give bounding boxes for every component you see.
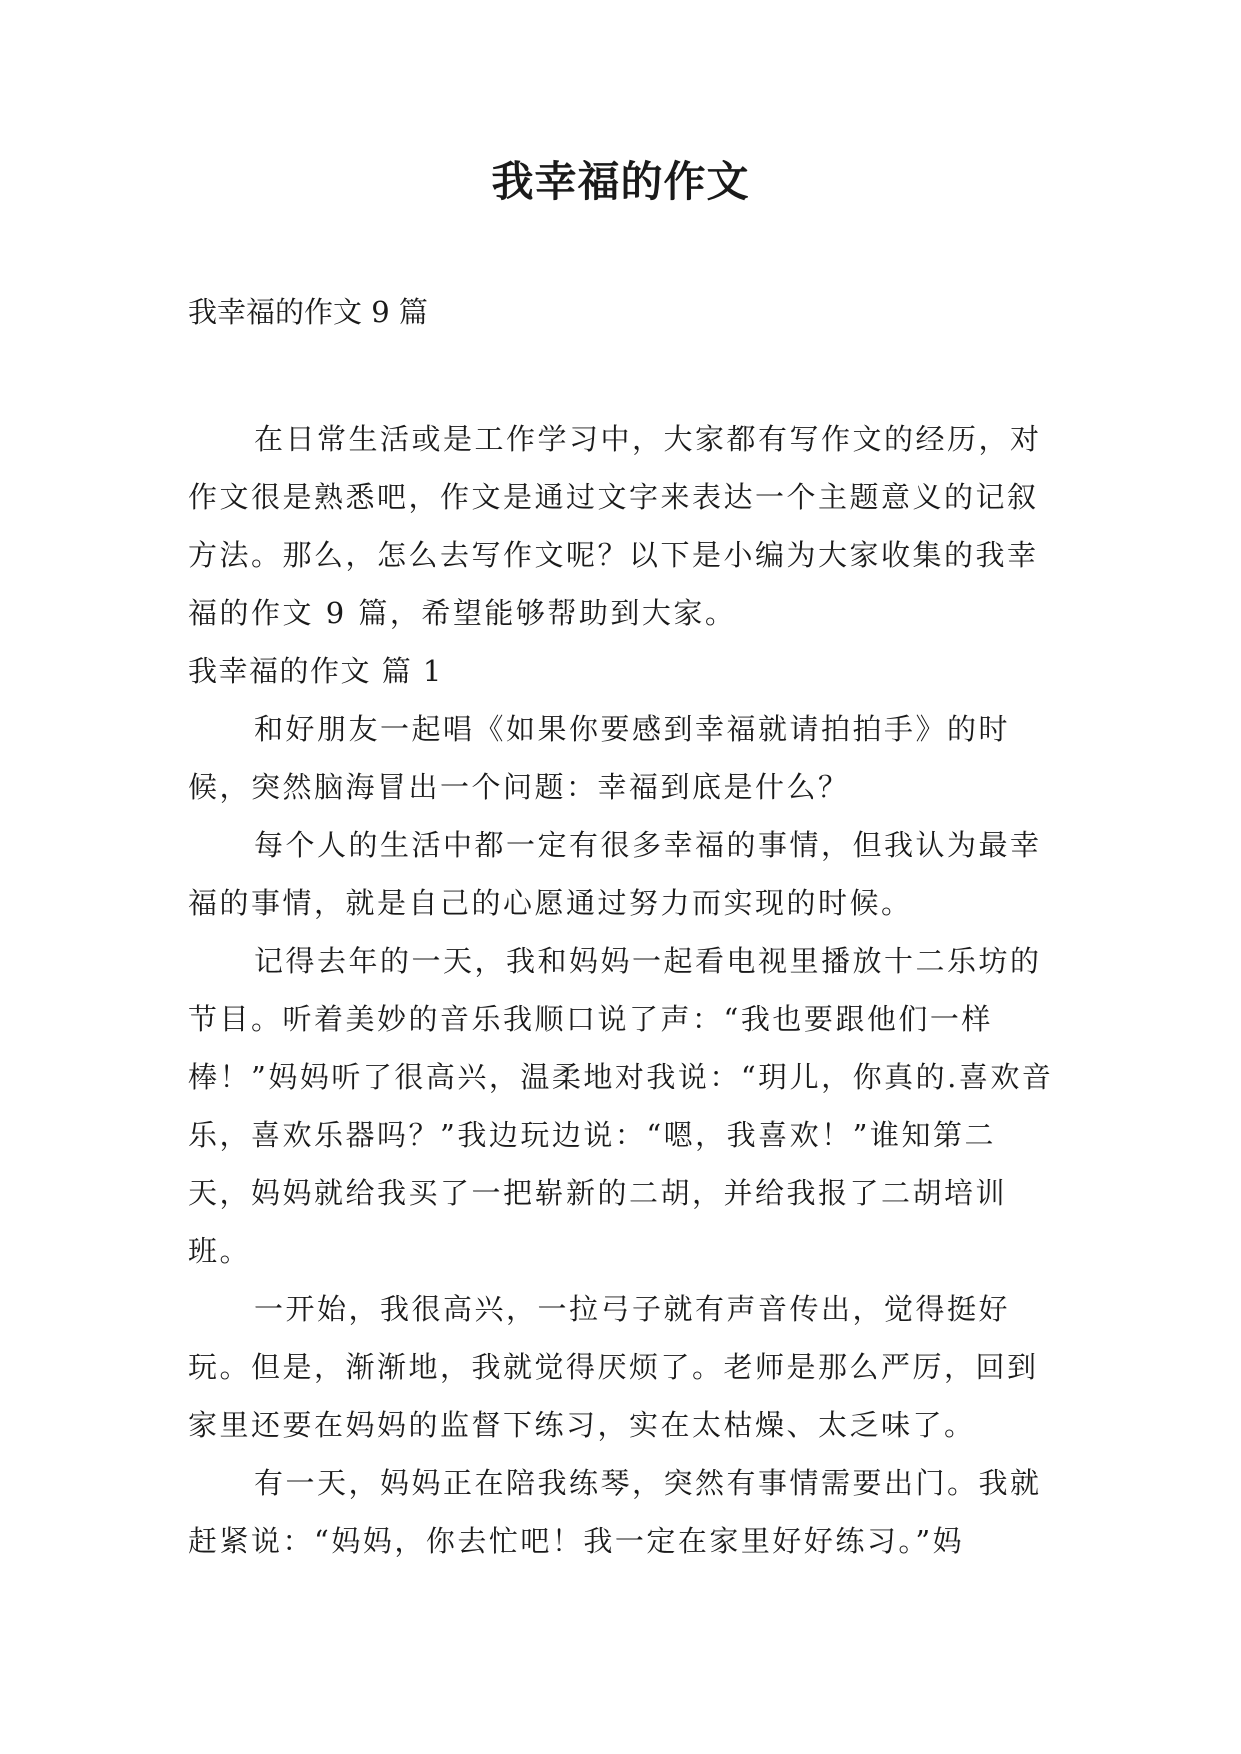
document-title: 我幸福的作文 <box>491 157 750 206</box>
paragraph: 一开始，我很高兴，一拉弓子就有声音传出，觉得挺好玩。但是，渐渐地，我就觉得厌烦了。老师是那么严厉，回到家里还要在妈妈的监督下练习，实在太枯燥、太乏味了。 <box>188 1292 1039 1442</box>
paragraph: 和好朋友一起唱《如果你要感到幸福就请拍拍手》的时候，突然脑海冒出一个问题：幸福到底是什么？ <box>188 712 1011 804</box>
paragraph: 每个人的生活中都一定有很多幸福的事情，但我认为最幸福的事情，就是自己的心愿通过努力而实现的时候。 <box>188 828 1042 920</box>
section-heading: 我幸福的作文 篇 1 <box>188 654 443 688</box>
document-subtitle: 我幸福的作文 9 篇 <box>188 295 428 329</box>
paragraph: 记得去年的一天，我和妈妈一起看电视里播放十二乐坊的节目。听着美妙的音乐我顺口说了声：“我也要跟他们一样棒！”妈妈听了很高兴，温柔地对我说：“玥儿，你真的.喜欢音乐，喜欢乐器吗？”我边玩边说：“嗯，我喜欢！”谁知第二天，妈妈就给我买了一把崭新的二胡，并给我报了二胡培训班。 <box>188 944 1054 1268</box>
paragraph: 在日常生活或是工作学习中，大家都有写作文的经历，对作文很是熟悉吧，作文是通过文字来表达一个主题意义的记叙方法。那么，怎么去写作文呢？以下是小编为大家收集的我幸福的作文 9 篇，希望能够帮助到大家。 <box>188 422 1042 630</box>
document-body <box>188 410 1054 1570</box>
paragraph: 有一天，妈妈正在陪我练琴，突然有事情需要出门。我就赶紧说：“妈妈，你去忙吧！我一定在家里好好练习。”妈 <box>188 1466 1042 1558</box>
